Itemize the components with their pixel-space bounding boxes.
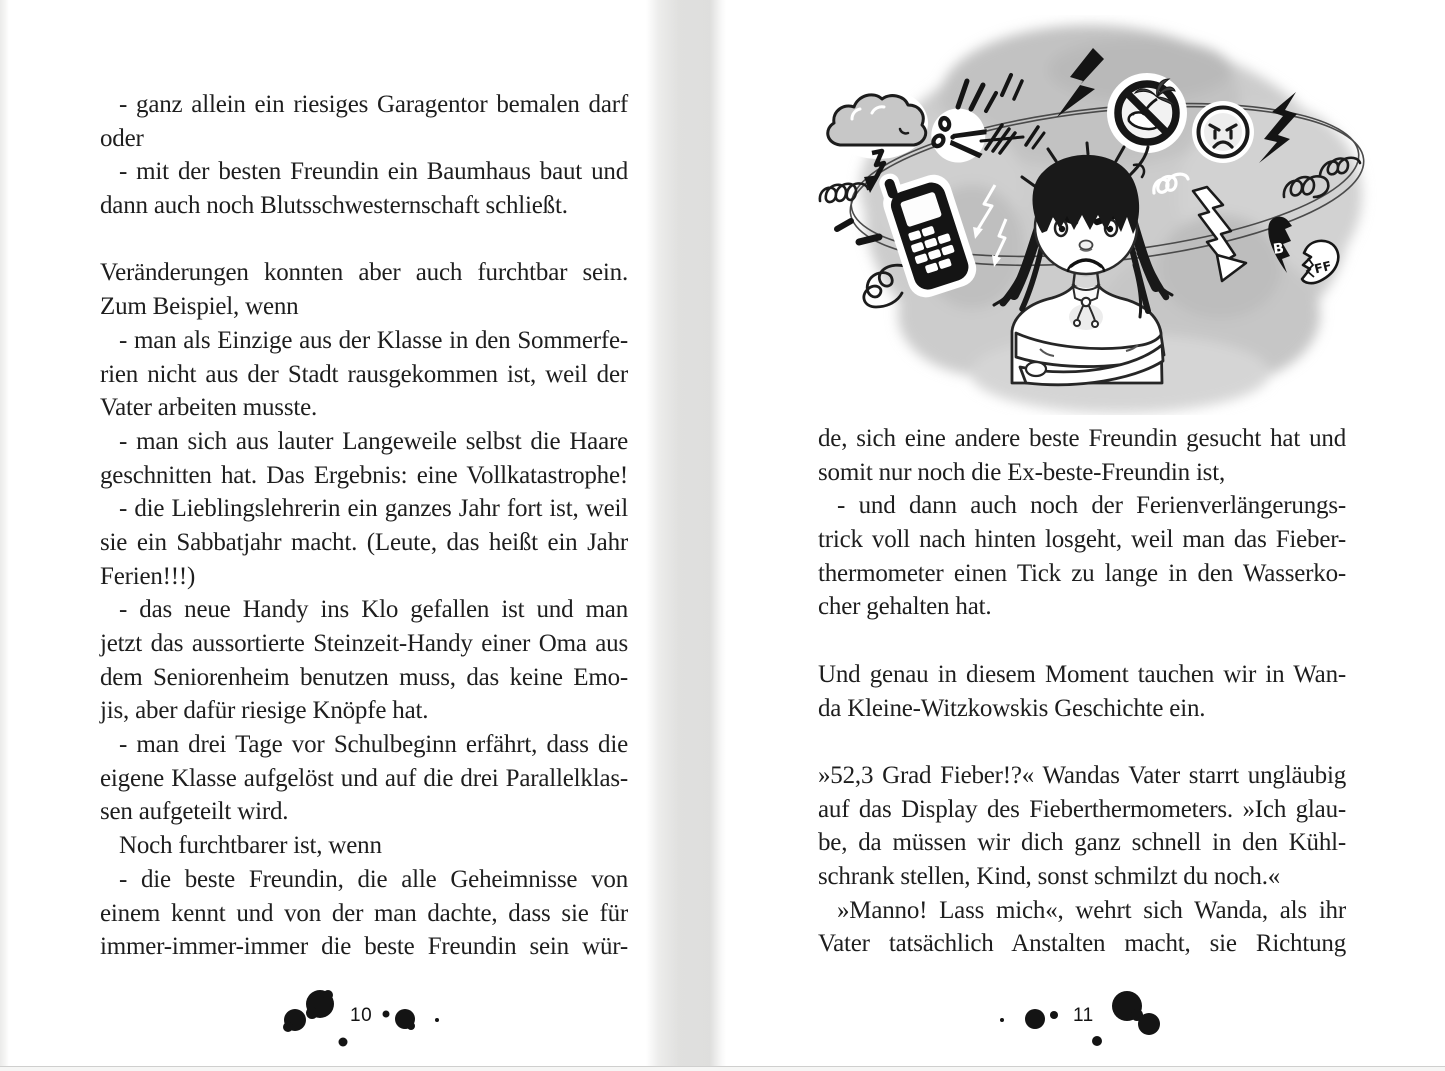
text-line: - die beste Freundin, die alle Geheimnisse von <box>119 865 628 893</box>
page-bottom-edge <box>0 1066 1445 1071</box>
text-line: - mit der besten Freundin ein Baumhaus baut und <box>119 158 628 186</box>
rain-cloud-icon <box>828 87 928 159</box>
text-line: - man als Einzige aus der Klasse in den Sommerfe- <box>119 326 628 354</box>
text-line: jetzt das aussortierte Steinzeit-Handy einer Oma aus <box>100 630 628 657</box>
text-line: jis, aber dafür riesige Knöpfe hat. <box>100 697 429 725</box>
text-line: Ferien!!!) <box>100 562 196 590</box>
text-line: rien nicht aus der Stadt rausgekommen ist, weil der <box>100 360 628 388</box>
angry-face-emoji-icon <box>1192 101 1254 163</box>
text-line: schrank stellen, Kind, sonst schmilzt du noch.« <box>818 862 1281 890</box>
text-line: - und dann auch noch der Ferienverlängerungs- <box>837 492 1346 520</box>
text-line: dem Seniorenheim benutzen muss, das keine Emo- <box>100 663 628 691</box>
text-line: immer-immer-immer die beste Freundin sein wür- <box>100 933 628 961</box>
text-line: trick voll nach hinten losgeht, weil man das Fieber- <box>818 526 1346 554</box>
text-line: Zum Beispiel, wenn <box>100 293 299 321</box>
text-line <box>818 624 1346 658</box>
heart-letters-ff: FF <box>1312 257 1333 277</box>
left-page-footer <box>268 983 458 1048</box>
illustration-angry-girl <box>790 15 1430 415</box>
text-line: auf das Display des Fieberthermometers. »Ich glau- <box>818 795 1346 823</box>
text-line: Und genau in diesem Moment tauchen wir in Wan- <box>818 660 1346 688</box>
left-page-text <box>100 88 628 964</box>
book-gutter-shadow <box>646 0 726 1071</box>
heart-letter-b: B <box>1272 240 1286 258</box>
text-line: da Kleine-Witzkowskis Geschichte ein. <box>818 694 1206 722</box>
text-line: dann auch noch Blutsschwesternschaft schließt. <box>100 192 568 220</box>
right-page-text <box>818 422 1346 961</box>
text-line: geschnitten hat. Das Ergebnis: eine Vollkatastrophe! <box>100 461 628 489</box>
page-left-edge <box>0 0 9 1071</box>
text-line: thermometer einen Tick zu lange in den Wasserko- <box>818 559 1346 587</box>
text-line: Vater tatsächlich Anstalten macht, sie Richtung <box>818 930 1346 958</box>
text-line: Veränderungen konnten aber auch furchtbar sein. <box>100 259 628 287</box>
text-line <box>818 725 1346 759</box>
text-line: sen aufgeteilt wird. <box>100 798 289 826</box>
text-line: Vater arbeiten musste. <box>100 394 318 422</box>
no-palm-tree-sign-icon <box>1107 73 1187 153</box>
text-line: eigene Klasse aufgelöst und auf die drei Parallelklas- <box>100 764 628 792</box>
text-line: cher gehalten hat. <box>818 593 992 621</box>
right-page-footer <box>993 983 1183 1048</box>
text-line: - die Lieblingslehrerin ein ganzes Jahr fort ist, weil <box>119 495 628 523</box>
page-number: 10 <box>350 1005 373 1026</box>
text-line: - man drei Tage vor Schulbeginn erfährt, dass die <box>119 731 628 759</box>
page-number: 11 <box>1073 1005 1094 1026</box>
text-line: sie ein Sabbatjahr macht. (Leute, das heißt ein Jahr <box>100 528 628 556</box>
text-line: - man sich aus lauter Langeweile selbst die Haare <box>119 427 628 455</box>
text-line: »52,3 Grad Fieber!?« Wandas Vater starrt ungläubig <box>818 761 1346 789</box>
text-line: oder <box>100 124 144 152</box>
text-line: - ganz allein ein riesiges Garagentor bemalen darf <box>119 91 628 118</box>
text-line: Noch furchtbarer ist, wenn <box>119 832 382 860</box>
text-line: de, sich eine andere beste Freundin gesucht hat und <box>818 425 1346 452</box>
text-line: - das neue Handy ins Klo gefallen ist und man <box>119 596 628 624</box>
text-line: einem kennt und von der man dachte, dass sie für <box>100 899 628 927</box>
text-line: somit nur noch die Ex-beste-Freundin ist, <box>818 458 1226 486</box>
text-line: »Manno! Lass mich«, wehrt sich Wanda, als ihr <box>837 896 1346 924</box>
text-line <box>100 223 628 257</box>
text-line: be, da müssen wir dich ganz schnell in den Kühl- <box>818 829 1346 857</box>
